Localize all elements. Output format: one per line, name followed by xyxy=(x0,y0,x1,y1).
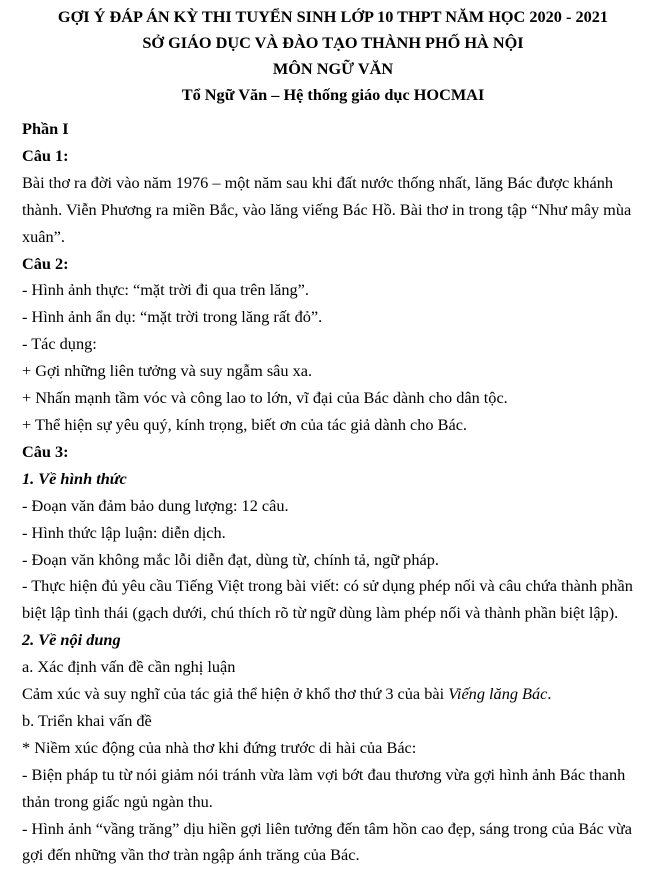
document-body xyxy=(22,116,644,869)
question-2-line: - Tác dụng: xyxy=(22,334,97,354)
form-long-line: - Thực hiện đủ yêu cầu Tiếng Việt trong bài viết: có sử dụng phép nối và câu chứa thành phần biệt lập tình thái (gạch dưới, chú thích rõ từ ngữ dùng làm phép nối và thành phần biệt lập). xyxy=(22,576,633,623)
form-line: - Đoạn văn đảm bảo dung lượng: 12 câu. xyxy=(22,495,289,515)
question-2-line: + Nhấn mạnh tầm vóc và công lao to lớn, vĩ đại của Bác dành cho dân tộc. xyxy=(22,388,508,408)
content-a-text-prefix: Cảm xúc và suy nghĩ của tác giả thể hiện ở khổ thơ thứ 3 của bài xyxy=(22,684,449,704)
question-2-title: Câu 2: xyxy=(22,253,69,273)
content-a-heading: a. Xác định vấn đề cần nghị luận xyxy=(22,657,236,677)
content-b-heading: b. Triển khai vấn đề xyxy=(22,710,152,730)
part-title: Phần I xyxy=(22,119,69,138)
question-1-title: Câu 1: xyxy=(22,145,69,165)
content-b-point: - Hình ảnh “vầng trăng” dịu hiền gợi liên tưởng đến tâm hồn cao đẹp, sáng trong của Bác vừa gợi đến những vần thơ tràn ngập ánh trăng của Bác. xyxy=(22,818,632,865)
header-line-1: GỢI Ý ĐÁP ÁN KỲ THI TUYỂN SINH LỚP 10 THPT NĂM HỌC 2020 - 2021 xyxy=(57,7,609,26)
content-section-title: 2. Về nội dung xyxy=(22,630,121,650)
question-2-line: + Thể hiện sự yêu quý, kính trọng, biết ơn của tác giả dành cho Bác. xyxy=(22,414,467,434)
header-line-3: MÔN NGỮ VĂN xyxy=(272,59,394,78)
content-b-intro: * Niềm xúc động của nhà thơ khi đứng trước di hài của Bác: xyxy=(22,737,417,757)
content-a-text-suffix: . xyxy=(547,684,552,704)
header-line-2: SỞ GIÁO DỤC VÀ ĐÀO TẠO THÀNH PHỐ HÀ NỘI xyxy=(142,33,524,52)
question-3-title: Câu 3: xyxy=(22,441,69,461)
content-b-point: - Biện pháp tu từ nói giảm nói tránh vừa làm vợi bớt đau thương vừa gợi hình ảnh Bác thanh thản trong giấc ngủ ngàn thu. xyxy=(22,764,626,811)
document-page xyxy=(0,4,660,865)
form-section-title: 1. Về hình thức xyxy=(22,468,127,488)
question-2-line: - Hình ảnh thực: “mặt trời đi qua trên lăng”. xyxy=(22,280,309,300)
question-1-text: Bài thơ ra đời vào năm 1976 – một năm sau khi đất nước thống nhất, lăng Bác được khánh thành. Viễn Phương ra miền Bắc, vào lăng viếng Bác Hồ. Bài thơ in trong tập “Như mây mùa xuân”. xyxy=(22,172,632,246)
content-a-text xyxy=(22,681,644,708)
header-line-4: Tổ Ngữ Văn – Hệ thống giáo dục HOCMAI xyxy=(181,85,485,104)
form-line: - Hình thức lập luận: diễn dịch. xyxy=(22,522,226,542)
question-2-line: + Gợi những liên tưởng và suy ngẫm sâu xa. xyxy=(22,361,313,381)
form-line: - Đoạn văn không mắc lỗi diễn đạt, dùng từ, chính tả, ngữ pháp. xyxy=(22,549,439,569)
poem-title: Viếng lăng Bác xyxy=(448,684,548,704)
question-2-line: - Hình ảnh ẩn dụ: “mặt trời trong lăng rất đỏ”. xyxy=(22,307,323,327)
